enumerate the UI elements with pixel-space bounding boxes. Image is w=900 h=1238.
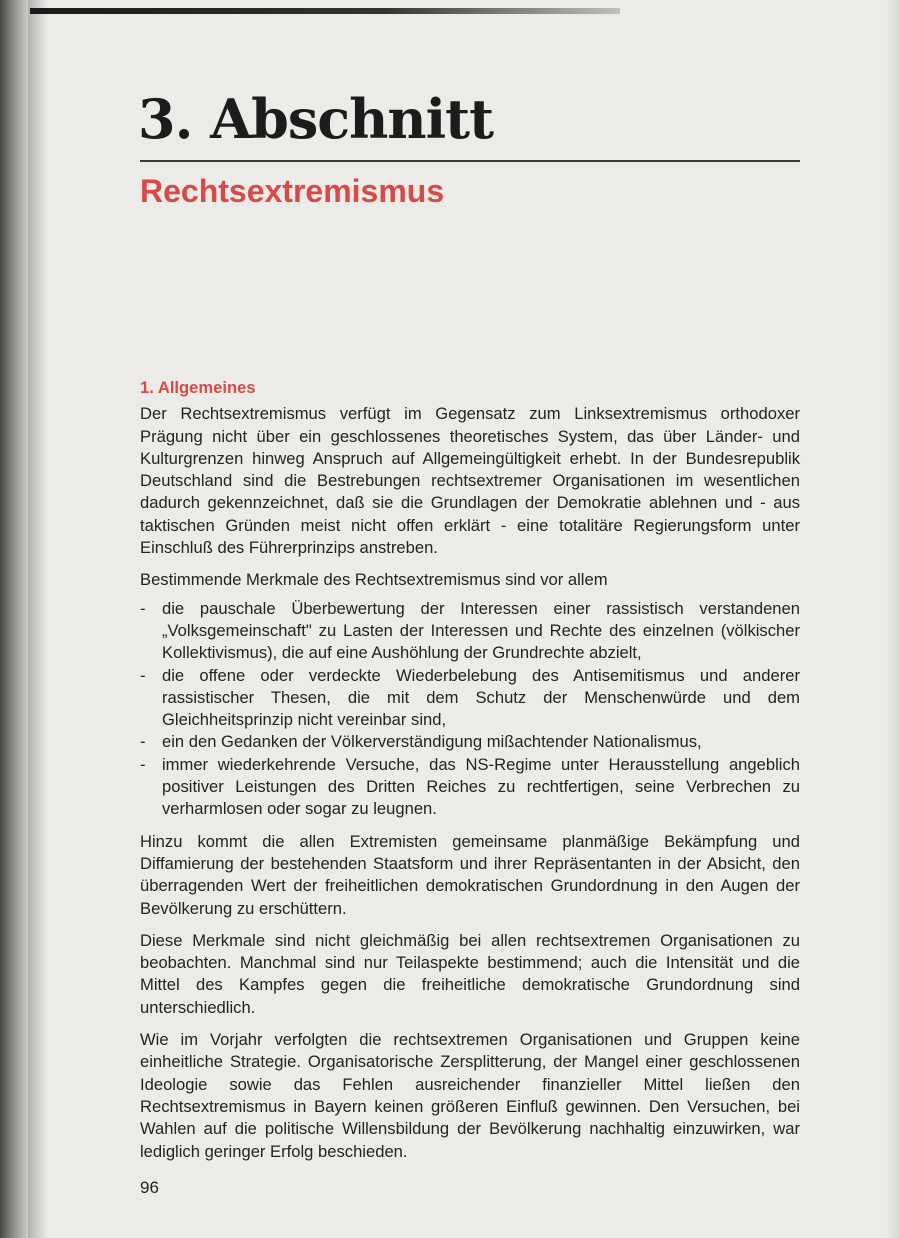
page-number: 96 <box>140 1178 159 1197</box>
list-item <box>140 665 800 732</box>
list-dash: - <box>140 754 146 774</box>
paragraph-list-lead: Bestimmende Merkmale des Rechtsextremismus sind vor allem <box>140 570 608 590</box>
title-divider <box>140 160 800 162</box>
list-item <box>140 731 800 753</box>
section-heading: 1. Allgemeines <box>140 378 256 397</box>
paragraph-merkmale: Diese Merkmale sind nicht gleichmäßig bei allen rechtsextremen Organisationen zu beobachten. Manchmal sind nur Teilaspekte bestimmend; auch die Intensität und die Mittel des Kampfes gegen die freiheitliche demokratische Grundordnung sind unterschiedlich. <box>140 930 800 1017</box>
right-page-edge <box>886 0 900 1238</box>
top-edge-bar <box>30 8 620 14</box>
list-item-text: die offene oder verdeckte Wiederbelebung des Antisemitismus und anderer rassistischer Thesen, die mit dem Schutz der Menschenwürde und dem Gleichheitsprinzip nicht vereinbar sind, <box>162 665 800 730</box>
list-dash: - <box>140 732 146 752</box>
paragraph-vorjahr: Wie im Vorjahr verfolgten die rechtsextremen Organisationen und Gruppen keine einheitliche Strategie. Organisatorische Zersplitterung, der Mangel einer geschlossenen Ideologie sowie das Fehlen ausreichender finanzieller Mittel ließen den Rechtsextremismus in Bayern keinen größeren Einfluß gewinnen. Den Versuchen, bei Wahlen auf die politische Willensbildung der Bevölkerung nachhaltig einzuwirken, war lediglich geringer Erfolg beschieden. <box>140 1030 800 1161</box>
list-dash: - <box>140 665 146 685</box>
characteristics-list <box>140 598 800 821</box>
book-spine-edge <box>28 0 48 1238</box>
book-spine-shadow <box>0 0 28 1238</box>
paragraph-diffamierung: Hinzu kommt die allen Extremisten gemeinsame planmäßige Bekämpfung und Diffamierung der bestehenden Staatsform und ihrer Repräsentanten in der Absicht, den überragenden Wert der freiheitlichen demokratischen Grundordnung in den Augen der Bevölkerung zu erschüttern. <box>140 831 800 918</box>
chapter-subtitle: Rechtsextremismus <box>140 173 445 209</box>
list-dash: - <box>140 598 146 618</box>
body-text <box>140 377 800 1173</box>
paragraph-intro: Der Rechtsextremismus verfügt im Gegensatz zum Linksextremismus orthodoxer Prägung nicht über ein geschlossenes theoretisches System, das über Länder- und Kulturgrenzen hinweg Anspruch auf Allgemeingültigkeit erhebt. In der Bundesrepublik Deutschland sind die Bestrebungen rechtsextremer Organisationen im wesentlichen dadurch gekennzeichnet, daß sie die Grundlagen der Demokratie ablehnen und - aus taktischen Gründen meist nicht offen erklärt - eine totalitäre Regierungsform unter Einschluß des Führerprinzips anstreben. <box>140 404 800 558</box>
list-item <box>140 598 800 665</box>
list-item-text: immer wiederkehrende Versuche, das NS-Regime unter Herausstellung angeblich positiver Leistungen des Dritten Reiches zu rechtfertigen, seine Verbrechen zu verharmlosen oder sogar zu leugnen. <box>162 754 800 819</box>
chapter-title: 3. Abschnitt <box>138 87 494 151</box>
list-item-text: die pauschale Überbewertung der Interessen einer rassistisch verstandenen „Volksgemeinschaft" zu Lasten der Interessen und Rechte des einzelnen (völkischer Kollektivismus), die auf eine Aushöhlung der Grundrechte abzielt, <box>162 598 800 663</box>
list-item <box>140 754 800 821</box>
list-item-text: ein den Gedanken der Völkerverständigung mißachtender Nationalismus, <box>162 732 702 752</box>
